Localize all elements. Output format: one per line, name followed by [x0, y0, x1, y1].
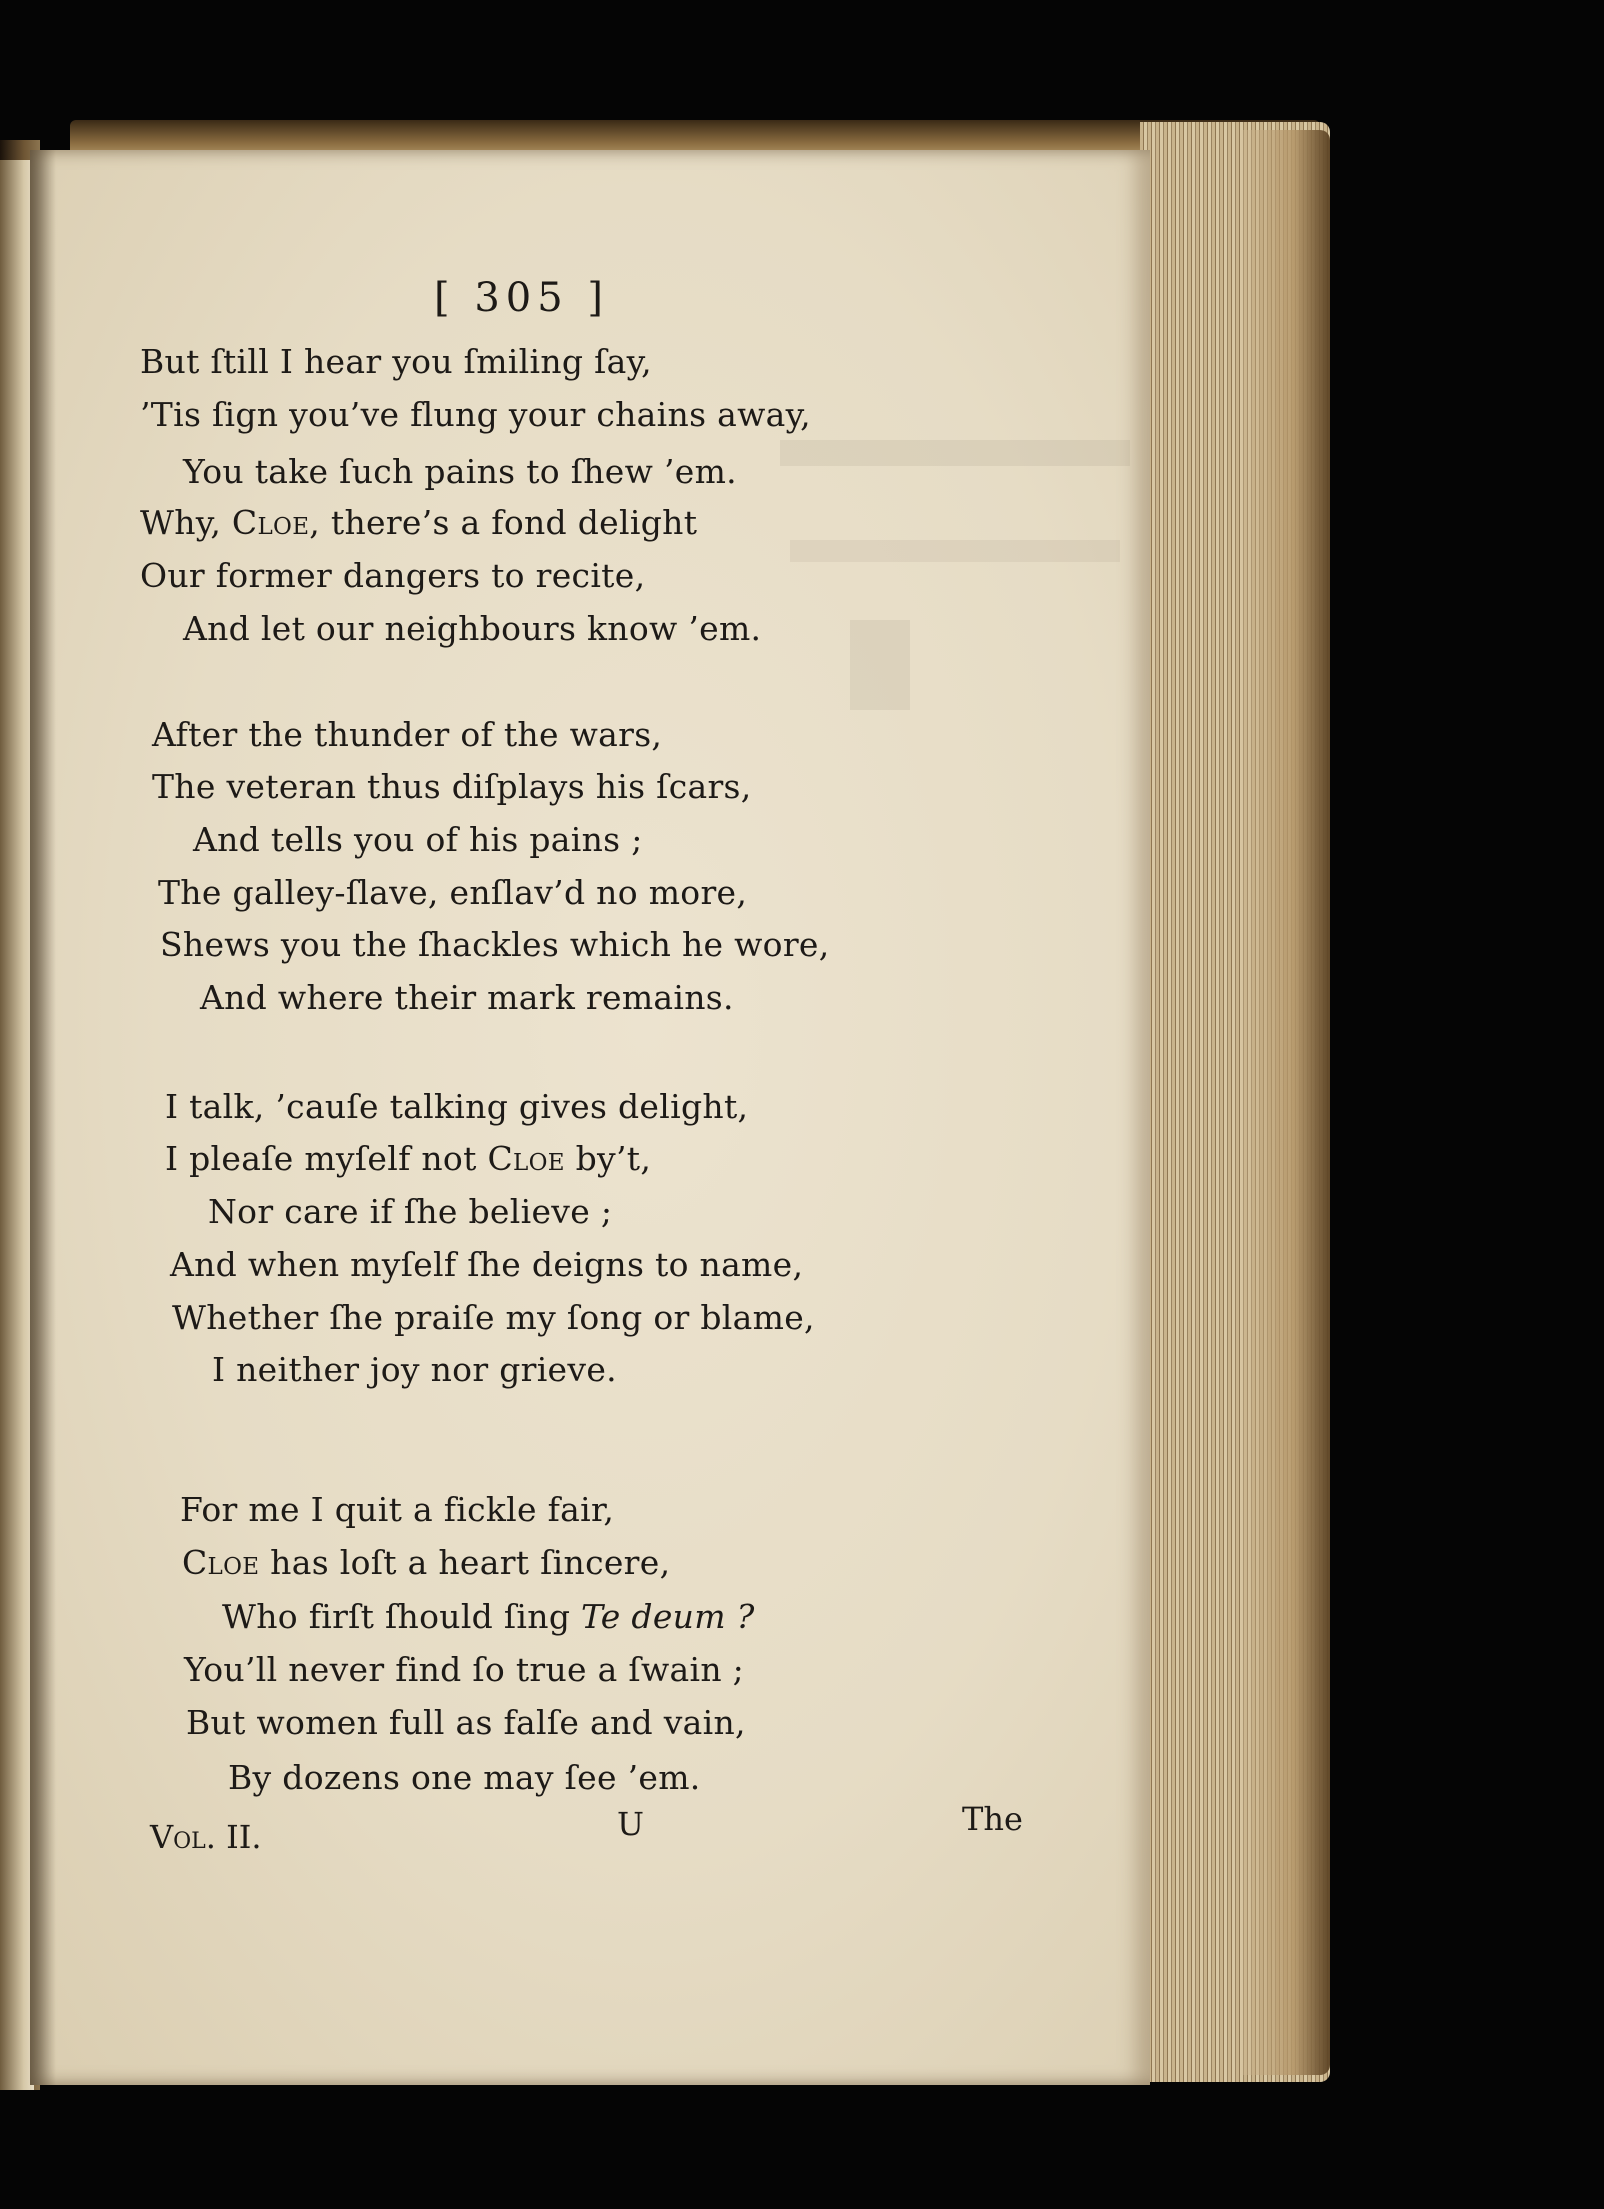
page-edges-shade	[1240, 130, 1330, 2075]
poem-line: And let our neighbours know ’em.	[183, 609, 762, 648]
poem-line: Shews you the ſhackles which he wore,	[160, 925, 830, 964]
catchword: The	[962, 1800, 1023, 1838]
poem-line: Who firſt ſhould ſing Te deum ?	[222, 1597, 755, 1636]
poem-line: I talk, ’cauſe talking gives delight,	[165, 1087, 749, 1126]
poem-line: The veteran thus diſplays his ſcars,	[152, 767, 752, 806]
poem-line: Nor care if ſhe believe ;	[208, 1192, 613, 1231]
poem-line: But women full as falſe and vain,	[186, 1703, 746, 1742]
poem-line: For me I quit a fickle fair,	[180, 1490, 615, 1529]
poem-line: I neither joy nor grieve.	[212, 1350, 617, 1389]
poem-line: You take ſuch pains to ſhew ’em.	[183, 452, 737, 491]
poem-line: And tells you of his pains ;	[193, 820, 643, 859]
left-page-sliver	[0, 160, 34, 2090]
poem-line: I pleaſe myſelf not Cloe by’t,	[165, 1139, 652, 1178]
poem-line: You’ll never find ſo true a ſwain ;	[184, 1650, 745, 1689]
poem-line: But ſtill I hear you ſmiling ſay,	[140, 342, 652, 381]
poem-line: The galley-ſlave, enſlav’d no more,	[158, 873, 748, 912]
poem-line: Why, Cloe, there’s a fond delight	[140, 503, 698, 542]
poem-line: Whether ſhe praiſe my ſong or blame,	[172, 1298, 815, 1337]
show-through-band	[780, 440, 1130, 466]
gutter-shadow	[30, 150, 56, 2085]
poem-line: After the thunder of the wars,	[152, 715, 663, 754]
poem-line: And when myſelf ſhe deigns to name,	[170, 1245, 804, 1284]
poem-line: ’Tis ſign you’ve flung your chains away,	[140, 395, 811, 434]
poem-line: By dozens one may ſee ’em.	[228, 1758, 701, 1797]
volume-label: Vol. II.	[150, 1818, 262, 1856]
show-through-initial	[850, 620, 910, 710]
poem-line: Our former dangers to recite,	[140, 556, 646, 595]
poem-line: Cloe has loſt a heart ſincere,	[182, 1543, 671, 1582]
page-number: [ 305 ]	[434, 275, 609, 321]
signature-mark: U	[617, 1805, 644, 1843]
show-through-band	[790, 540, 1120, 562]
poem-line: And where their mark remains.	[200, 978, 734, 1017]
